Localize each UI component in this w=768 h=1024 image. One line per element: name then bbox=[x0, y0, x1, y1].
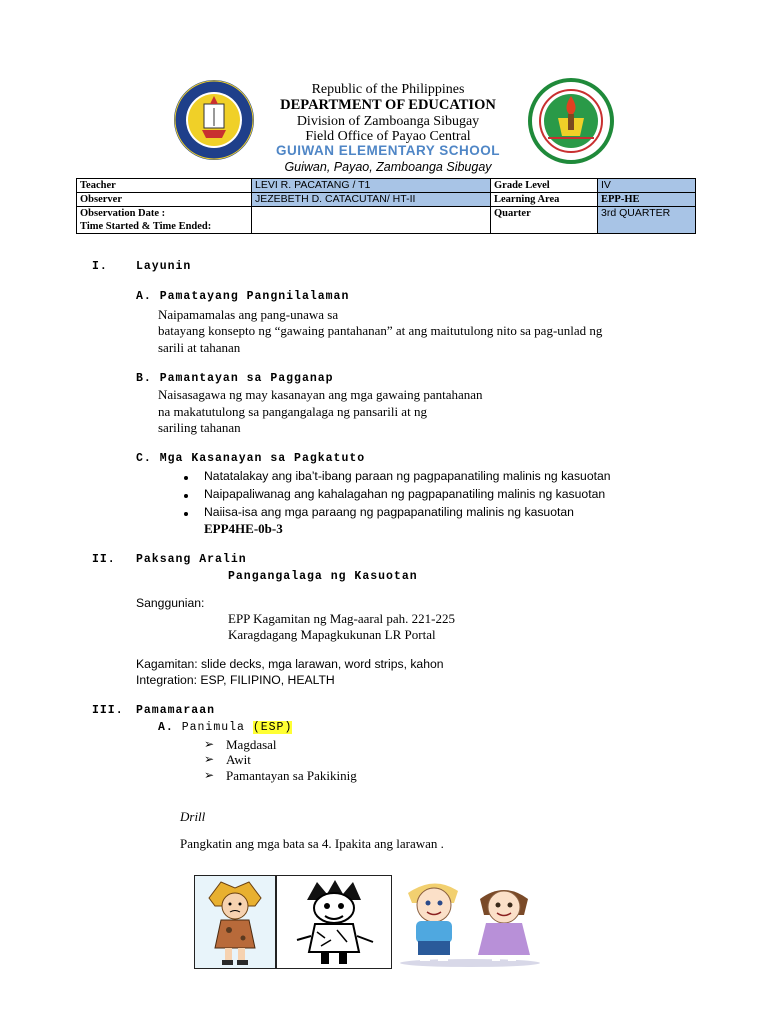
learning-area-value: EPP-HE bbox=[598, 193, 696, 207]
clean-children-illustration bbox=[394, 875, 546, 967]
observation-date-value bbox=[252, 207, 491, 234]
section-1b-heading: B. Pamantayan sa Pagganap bbox=[136, 372, 334, 385]
list-item: Awit bbox=[226, 752, 251, 767]
section-1-number: I. bbox=[92, 260, 108, 273]
section-1c-heading: C. Mga Kasanayan sa Pagkatuto bbox=[136, 452, 366, 465]
drill-picture-3 bbox=[394, 875, 546, 967]
list-item: Magdasal bbox=[226, 737, 277, 752]
observer-value: JEZEBETH D. CATACUTAN/ HT-II bbox=[252, 193, 491, 207]
observation-date-cell bbox=[77, 207, 252, 234]
list-item: Natatalakay ang iba’t-ibang paraan ng pagpapanatiling malinis ng kasuotan bbox=[204, 469, 611, 483]
esp-highlight-tag: (ESP) bbox=[252, 721, 293, 734]
scruffy-child-sketch bbox=[277, 876, 391, 968]
learning-area-label: Learning Area bbox=[491, 193, 598, 207]
list-item: Pamantayan sa Pakikinig bbox=[226, 768, 357, 783]
section-1a-line-2: batayang konsepto ng “gawaing pantahanan” at ang maitutulong nito sa pag-unlad ng bbox=[158, 323, 603, 338]
time-label: Time Started & Time Ended: bbox=[80, 221, 212, 232]
observation-date-label: Observation Date : bbox=[80, 208, 166, 219]
section-3-number: III. bbox=[92, 704, 124, 717]
arrow-bullet-icon: ➢ bbox=[204, 737, 215, 751]
table-row bbox=[77, 207, 696, 234]
right-seal-caption bbox=[528, 70, 614, 71]
section-2-number: II. bbox=[92, 553, 116, 566]
lesson-topic: Pangangalaga ng Kasuotan bbox=[228, 570, 418, 583]
observation-info-table bbox=[76, 178, 696, 234]
messy-girl-illustration bbox=[195, 876, 275, 968]
quarter-label: Quarter bbox=[491, 207, 598, 234]
arrow-bullet-icon: ➢ bbox=[204, 752, 215, 766]
section-1b-line-2: na makatutulong sa pangangalaga ng pansarili at ng bbox=[158, 404, 427, 419]
bullet-icon bbox=[184, 494, 188, 498]
bullet-icon bbox=[184, 512, 188, 516]
competency-code: EPP4HE-0b-3 bbox=[204, 521, 283, 536]
drill-instruction: Pangkatin ang mga bata sa 4. Ipakita ang larawan . bbox=[180, 836, 444, 851]
arrow-bullet-icon: ➢ bbox=[204, 768, 215, 782]
header-field-office: Field Office of Payao Central bbox=[305, 129, 471, 144]
teacher-label: Teacher bbox=[77, 179, 252, 193]
drill-picture-1 bbox=[194, 875, 276, 969]
table-row bbox=[77, 193, 696, 207]
header-division: Division of Zamboanga Sibugay bbox=[296, 114, 480, 129]
header-department: DEPARTMENT OF EDUCATION bbox=[280, 97, 496, 113]
integration-text: Integration: ESP, FILIPINO, HEALTH bbox=[136, 673, 335, 687]
list-item: Naiisa-isa ang mga paraang ng pagpapanatiling malinis ng kasuotan bbox=[204, 505, 574, 519]
drill-label: Drill bbox=[180, 809, 206, 824]
quarter-value: 3rd QUARTER bbox=[598, 207, 696, 234]
bullet-icon bbox=[184, 476, 188, 480]
section-1a-line-3: sarili at tahanan bbox=[158, 340, 241, 355]
left-seal-caption bbox=[172, 70, 256, 71]
list-item: Naipapaliwanag ang kahalagahan ng pagpapanatiling malinis ng kasuotan bbox=[204, 487, 606, 501]
section-3a-title: Panimula bbox=[181, 721, 245, 734]
section-1b-line-3: sariling tahanan bbox=[158, 420, 241, 435]
table-row bbox=[77, 179, 696, 193]
grade-level-label: Grade Level bbox=[491, 179, 598, 193]
section-1a-heading: A. Pamatayang Pangnilalaman bbox=[136, 290, 350, 303]
header-school-address: Guiwan, Payao, Zamboanga Sibugay bbox=[284, 160, 492, 174]
section-1a-line-1: Naipamamalas ang pang-unawa sa bbox=[158, 307, 339, 322]
section-3-title: Pamamaraan bbox=[136, 704, 216, 717]
teacher-value: LEVI R. PACATANG / T1 bbox=[252, 179, 491, 193]
materials-text: Kagamitan: slide decks, mga larawan, word strips, kahon bbox=[136, 657, 444, 671]
section-2-title: Paksang Aralin bbox=[136, 553, 247, 566]
reference-label: Sanggunian: bbox=[136, 596, 205, 610]
reference-1: EPP Kagamitan ng Mag-aaral pah. 221-225 bbox=[228, 611, 455, 626]
header-school-name: GUIWAN ELEMENTARY SCHOOL bbox=[275, 143, 500, 158]
reference-2: Karagdagang Mapagkukunan LR Portal bbox=[228, 627, 436, 642]
section-1-title: Layunin bbox=[136, 260, 192, 273]
header-republic: Republic of the Philippines bbox=[311, 82, 465, 97]
section-3a-heading: A. Panimula (ESP) bbox=[158, 721, 293, 734]
grade-level-value: IV bbox=[598, 179, 696, 193]
section-1b-line-1: Naisasagawa ng may kasanayan ang mga gawaing pantahanan bbox=[158, 387, 483, 402]
observer-label: Observer bbox=[77, 193, 252, 207]
drill-picture-2 bbox=[276, 875, 392, 969]
